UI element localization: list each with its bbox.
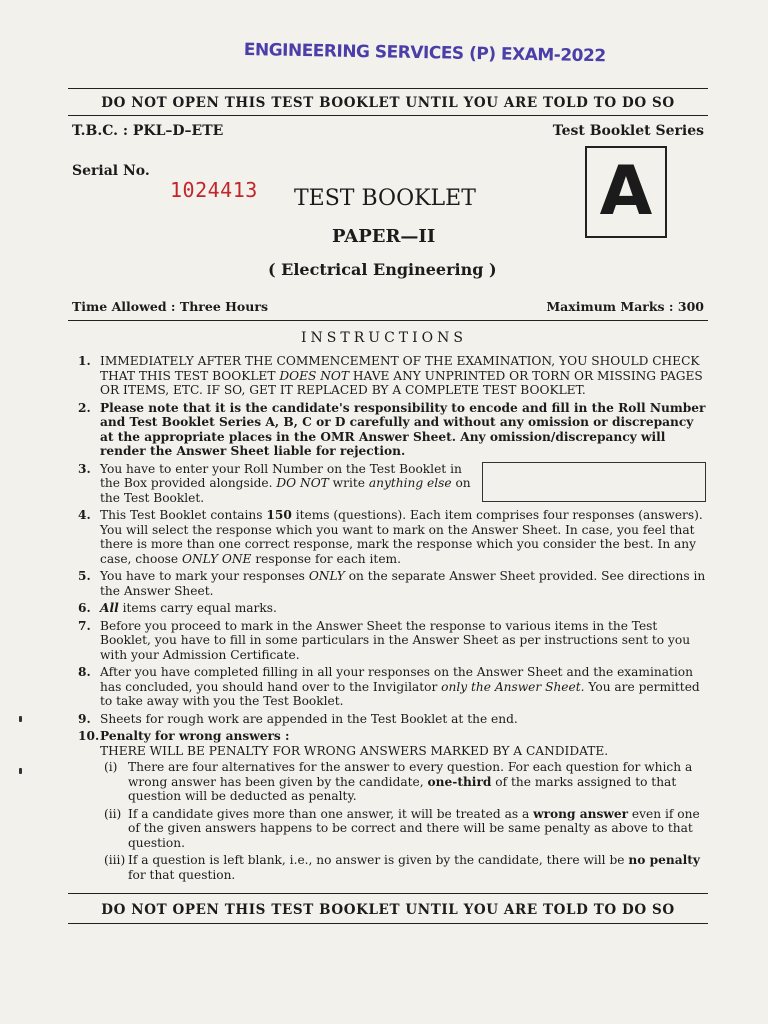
top-warning-banner: DO NOT OPEN THIS TEST BOOKLET UNTIL YOU ARE TOLD TO DO SO (101, 95, 675, 111)
serial-number: 1024413 (170, 178, 258, 202)
instruction-4: 4. This Test Booklet contains 150 items (questions). Each item comprises four responses (answers). You will select the response which you want to mark on the Answer Sheet. In case, you feel that there is more than one correct response, mark the response which you consider the best. In any case, choose ONLY ONE response for each item. (78, 508, 703, 566)
subject-title: ( Electrical Engineering ) (268, 260, 497, 279)
bottom-warning-banner: DO NOT OPEN THIS TEST BOOKLET UNTIL YOU ARE TOLD TO DO SO (101, 902, 675, 918)
top-rule-2 (68, 115, 708, 116)
penalty-point-1: (i) There are four alternatives for the answer to every question. For each question for which a wrong answer has been given by the candidate, one-third of the marks assigned to that question will be deducted as penalty. (104, 760, 693, 803)
instruction-2: 2. Please note that it is the candidate's responsibility to encode and fill in the Roll Number and Test Booklet Series A, B, C or D carefully and without any omission or discrepancy at the appropriate places in the OMR Answer Sheet. Any omission/discrepancy will render the Answer Sheet liable for rejection. (78, 400, 706, 458)
top-rule (68, 88, 708, 89)
penalty-heading: Penalty for wrong answers : (100, 729, 290, 743)
bottom-rule-2 (68, 923, 708, 924)
instruction-9: 9. Sheets for rough work are appended in the Test Booklet at the end. (78, 711, 518, 726)
instruction-3: 3. You have to enter your Roll Number on the Test Booklet in the Box provided alongside. DO NOT write anything else on the Test Booklet. (78, 461, 471, 505)
time-allowed: Time Allowed : Three Hours (72, 299, 268, 314)
series-box (585, 146, 667, 238)
instruction-6: 6. All items carry equal marks. (78, 601, 277, 615)
bottom-rule (68, 893, 708, 894)
paper-title: PAPER—II (332, 226, 436, 247)
penalty-point-3: (iii) If a question is left blank, i.e., no answer is given by the candidate, there will be no penalty for that question. (104, 853, 700, 882)
exam-stamp: ENGINEERING SERVICES (P) EXAM-2022 (243, 40, 606, 67)
booklet-title: TEST BOOKLET (294, 186, 476, 211)
instruction-8: 8. After you have completed filling in all your responses on the Answer Sheet and the examination has concluded, you should hand over to the Invigilator only the Answer Sheet. You are permitted to take away with you the Test Booklet. (78, 665, 700, 708)
booklet-series-label: Test Booklet Series (552, 123, 704, 139)
instruction-5: 5. You have to mark your responses ONLY on the separate Answer Sheet provided. See directions in the Answer Sheet. (78, 569, 706, 598)
instructions-heading: INSTRUCTIONS (301, 330, 467, 346)
instruction-10: 10. Penalty for wrong answers : THERE WILL BE PENALTY FOR WRONG ANSWERS MARKED BY A CANDIDATE. (i) There are four alternatives for the answer to every question. For each question for which a wrong answer has been given by the candidate, one-third of the marks assigned to that question will be deducted as penalty. (ii) If a candidate gives more than one answer, it will be treated as a wrong answer even if one of the given answers happens to be correct and there will be same penalty as above to that question. (iii) If a question is left blank, i.e., no answer is given by the candidate, there will be no penalty for that question. (78, 729, 710, 885)
tbc-code: T.B.C. : PKL–D–ETE (72, 123, 224, 139)
penalty-notice: THERE WILL BE PENALTY FOR WRONG ANSWERS MARKED BY A CANDIDATE. (100, 743, 609, 758)
binding-mark (19, 768, 22, 774)
instruction-7: 7. Before you proceed to mark in the Answer Sheet the response to various items in the Test Booklet, you have to fill in some particulars in the Answer Sheet as per instructions sent to you with your Admission Certificate. (78, 618, 691, 662)
instructions-list (78, 354, 710, 888)
serial-label: Serial No. (72, 163, 150, 179)
penalty-point-2: (ii) If a candidate gives more than one answer, it will be treated as a wrong answer even if one of the given answers happens to be correct and there will be same penalty as above to that question. (104, 806, 700, 850)
instructions-rule (68, 320, 708, 321)
binding-mark (19, 716, 22, 722)
instruction-1: 1. IMMEDIATELY AFTER THE COMMENCEMENT OF THE EXAMINATION, YOU SHOULD CHECK THAT THIS TEST BOOKLET DOES NOT HAVE ANY UNPRINTED OR TORN OR MISSING PAGES OR ITEMS, ETC. IF SO, GET IT REPLACED BY A COMPLETE TEST BOOKLET. (78, 354, 703, 397)
series-letter: A (599, 152, 653, 231)
maximum-marks: Maximum Marks : 300 (546, 299, 704, 314)
